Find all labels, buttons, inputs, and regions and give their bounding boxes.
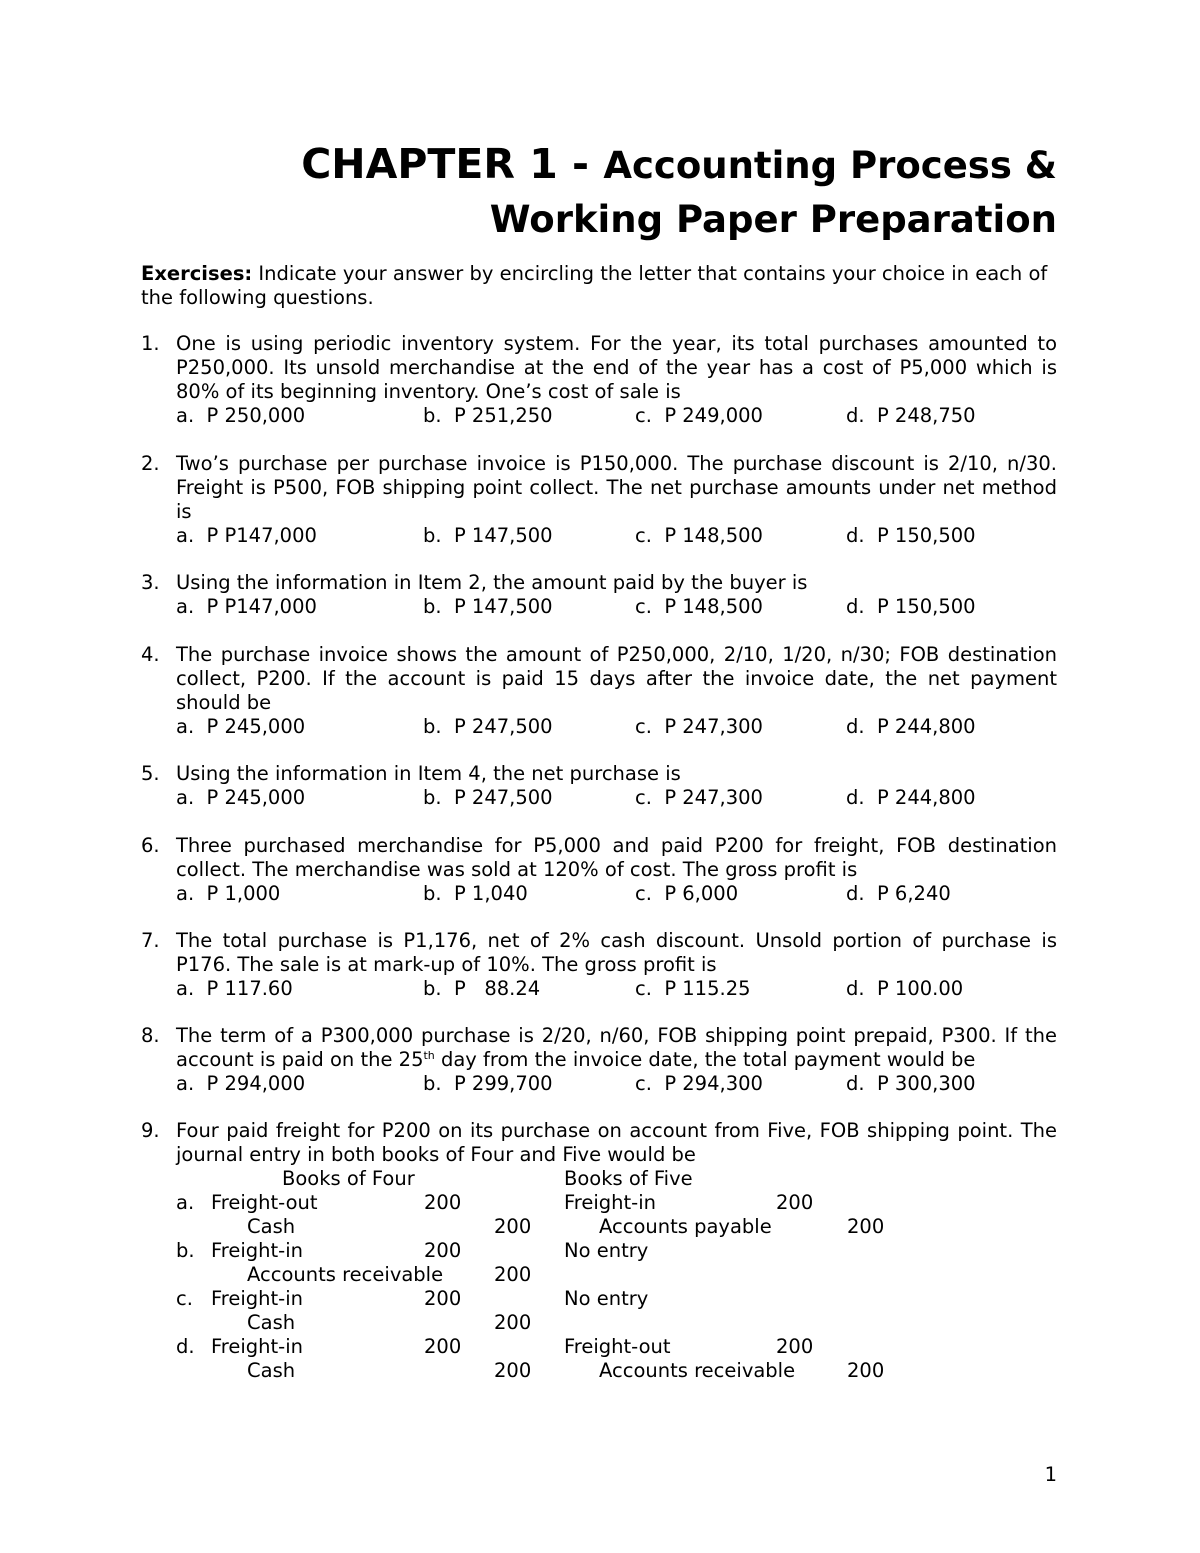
four-debit: 200 (424, 1191, 462, 1214)
choice-b[interactable]: b. P 88.24 (423, 977, 541, 1000)
four-account: Freight-in (211, 1287, 303, 1310)
question-2 (141, 452, 1057, 548)
question-number: 4. (141, 643, 160, 666)
question-5 (141, 762, 1057, 810)
question-number: 8. (141, 1024, 160, 1047)
choice-d[interactable]: d. P 150,500 (846, 524, 976, 547)
choice-letter[interactable]: d. (176, 1335, 195, 1358)
four-debit: 200 (424, 1335, 462, 1358)
question-6 (141, 834, 1057, 906)
five-debit: 200 (776, 1335, 814, 1358)
question-number: 3. (141, 571, 160, 594)
journal-row (176, 1191, 896, 1215)
five-account: No entry (564, 1239, 649, 1262)
choice-a[interactable]: a. P 1,000 (176, 882, 281, 905)
choice-a[interactable]: a. P 250,000 (176, 404, 306, 427)
choice-a[interactable]: a. P P147,000 (176, 595, 317, 618)
chapter-label: CHAPTER 1 - (301, 140, 604, 188)
choice-c[interactable]: c. P 294,300 (635, 1072, 763, 1095)
answer-choices (176, 1072, 1057, 1096)
question-stem: Four paid freight for P200 on its purchase on account from Five, FOB shipping point. The journal entry in both books of Four and Five would be (176, 1119, 1057, 1166)
question-stem (176, 1024, 1057, 1072)
journal-row (176, 1239, 896, 1263)
five-credit: 200 (847, 1359, 885, 1382)
page-number: 1 (1044, 1463, 1057, 1486)
four-account: Freight-in (211, 1239, 303, 1262)
choice-d[interactable]: d. P 244,800 (846, 715, 976, 738)
journal-row (176, 1287, 896, 1311)
choice-a[interactable]: a. P P147,000 (176, 524, 317, 547)
four-credit: 200 (494, 1359, 532, 1382)
question-stem: Three purchased merchandise for P5,000 and paid P200 for freight, FOB destination collect. The merchandise was sold at 120% of cost. The gross profit is (176, 834, 1057, 881)
five-debit: 200 (776, 1191, 814, 1214)
choice-letter[interactable]: c. (176, 1287, 193, 1310)
four-account: Cash (247, 1359, 296, 1382)
ordinal-suffix: th (423, 1049, 435, 1062)
four-credit: 200 (494, 1311, 532, 1334)
five-account: Accounts payable (599, 1215, 772, 1238)
exercises-label: Exercises: (141, 262, 253, 285)
choice-c[interactable]: c. P 6,000 (635, 882, 739, 905)
five-account: Freight-out (564, 1335, 671, 1358)
journal-entries (176, 1167, 896, 1383)
question-number: 1. (141, 332, 160, 355)
choice-a[interactable]: a. P 245,000 (176, 786, 306, 809)
question-4 (141, 643, 1057, 739)
title-line-2: Working Paper Preparation (489, 198, 1057, 241)
four-account: Freight-in (211, 1335, 303, 1358)
four-account: Cash (247, 1311, 296, 1334)
choice-c[interactable]: c. P 247,300 (635, 786, 763, 809)
choice-a[interactable]: a. P 245,000 (176, 715, 306, 738)
question-number: 7. (141, 929, 160, 952)
choice-d[interactable]: d. P 244,800 (846, 786, 976, 809)
question-7 (141, 929, 1057, 1001)
choice-d[interactable]: d. P 248,750 (846, 404, 976, 427)
choice-b[interactable]: b. P 147,500 (423, 595, 553, 618)
four-credit: 200 (494, 1215, 532, 1238)
choice-b[interactable]: b. P 247,500 (423, 786, 553, 809)
answer-choices (176, 882, 1057, 906)
choice-d[interactable]: d. P 100.00 (846, 977, 964, 1000)
journal-row (176, 1359, 896, 1383)
question-number: 2. (141, 452, 160, 475)
choice-letter[interactable]: b. (176, 1239, 195, 1262)
choice-c[interactable]: c. P 148,500 (635, 595, 763, 618)
choice-c[interactable]: c. P 249,000 (635, 404, 763, 427)
choice-b[interactable]: b. P 251,250 (423, 404, 553, 427)
choice-c[interactable]: c. P 148,500 (635, 524, 763, 547)
question-3 (141, 571, 1057, 619)
answer-choices (176, 977, 1057, 1001)
instructions (141, 262, 1061, 310)
chapter-title (157, 140, 1057, 244)
four-account: Freight-out (211, 1191, 318, 1214)
choice-b[interactable]: b. P 247,500 (423, 715, 553, 738)
journal-row (176, 1311, 896, 1335)
question-stem-part-1: The term of a P300,000 purchase is 2/20, n/60, FOB shipping point prepaid, P300. If the account is paid on the 25 (176, 1024, 1057, 1071)
question-stem: Using the information in Item 4, the net purchase is (176, 762, 681, 785)
four-debit: 200 (424, 1239, 462, 1262)
answer-choices (176, 524, 1057, 548)
question-stem-part-2: day from the invoice date, the total payment would be (434, 1048, 976, 1071)
journal-row (176, 1335, 896, 1359)
answer-choices (176, 786, 1057, 810)
question-stem: Using the information in Item 2, the amount paid by the buyer is (176, 571, 808, 594)
question-number: 6. (141, 834, 160, 857)
instructions-text: Indicate your answer by encircling the letter that contains your choice in each of the following questions. (141, 262, 1048, 309)
choice-d[interactable]: d. P 6,240 (846, 882, 951, 905)
answer-choices (176, 404, 1057, 428)
five-account: Accounts receivable (599, 1359, 796, 1382)
question-number: 9. (141, 1119, 160, 1142)
choice-c[interactable]: c. P 115.25 (635, 977, 751, 1000)
choice-b[interactable]: b. P 1,040 (423, 882, 528, 905)
five-credit: 200 (847, 1215, 885, 1238)
answer-choices (176, 715, 1057, 739)
question-stem: One is using periodic inventory system. For the year, its total purchases amounted to P250,000. Its unsold merchandise at the end of the year has a cost of P5,000 which is 80% of its beginning inventory. One’s cost of sale is (176, 332, 1057, 403)
books-of-four-header: Books of Four (282, 1167, 415, 1190)
choice-b[interactable]: b. P 299,700 (423, 1072, 553, 1095)
choice-d[interactable]: d. P 300,300 (846, 1072, 976, 1095)
four-account: Cash (247, 1215, 296, 1238)
five-account: No entry (564, 1287, 649, 1310)
journal-row (176, 1215, 896, 1239)
question-number: 5. (141, 762, 160, 785)
four-debit: 200 (424, 1287, 462, 1310)
five-account: Freight-in (564, 1191, 656, 1214)
question-stem: The total purchase is P1,176, net of 2% cash discount. Unsold portion of purchase is P176. The sale is at mark-up of 10%. The gross profit is (176, 929, 1057, 976)
journal-row (176, 1263, 896, 1287)
four-credit: 200 (494, 1263, 532, 1286)
journal-header (176, 1167, 896, 1191)
question-9 (141, 1119, 1057, 1167)
question-1 (141, 332, 1057, 428)
question-8 (141, 1024, 1057, 1096)
choice-a[interactable]: a. P 294,000 (176, 1072, 306, 1095)
choice-letter[interactable]: a. (176, 1191, 195, 1214)
choice-b[interactable]: b. P 147,500 (423, 524, 553, 547)
question-stem: Two’s purchase per purchase invoice is P150,000. The purchase discount is 2/10, n/30. Freight is P500, FOB shipping point collect. The net purchase amounts under net method is (176, 452, 1057, 523)
four-account: Accounts receivable (247, 1263, 444, 1286)
choice-c[interactable]: c. P 247,300 (635, 715, 763, 738)
books-of-five-header: Books of Five (564, 1167, 693, 1190)
answer-choices (176, 595, 1057, 619)
question-stem: The purchase invoice shows the amount of P250,000, 2/10, 1/20, n/30; FOB destination collect, P200. If the account is paid 15 days after the invoice date, the net payment should be (176, 643, 1057, 714)
choice-a[interactable]: a. P 117.60 (176, 977, 293, 1000)
title-line-1: Accounting Process & (603, 144, 1057, 187)
choice-d[interactable]: d. P 150,500 (846, 595, 976, 618)
